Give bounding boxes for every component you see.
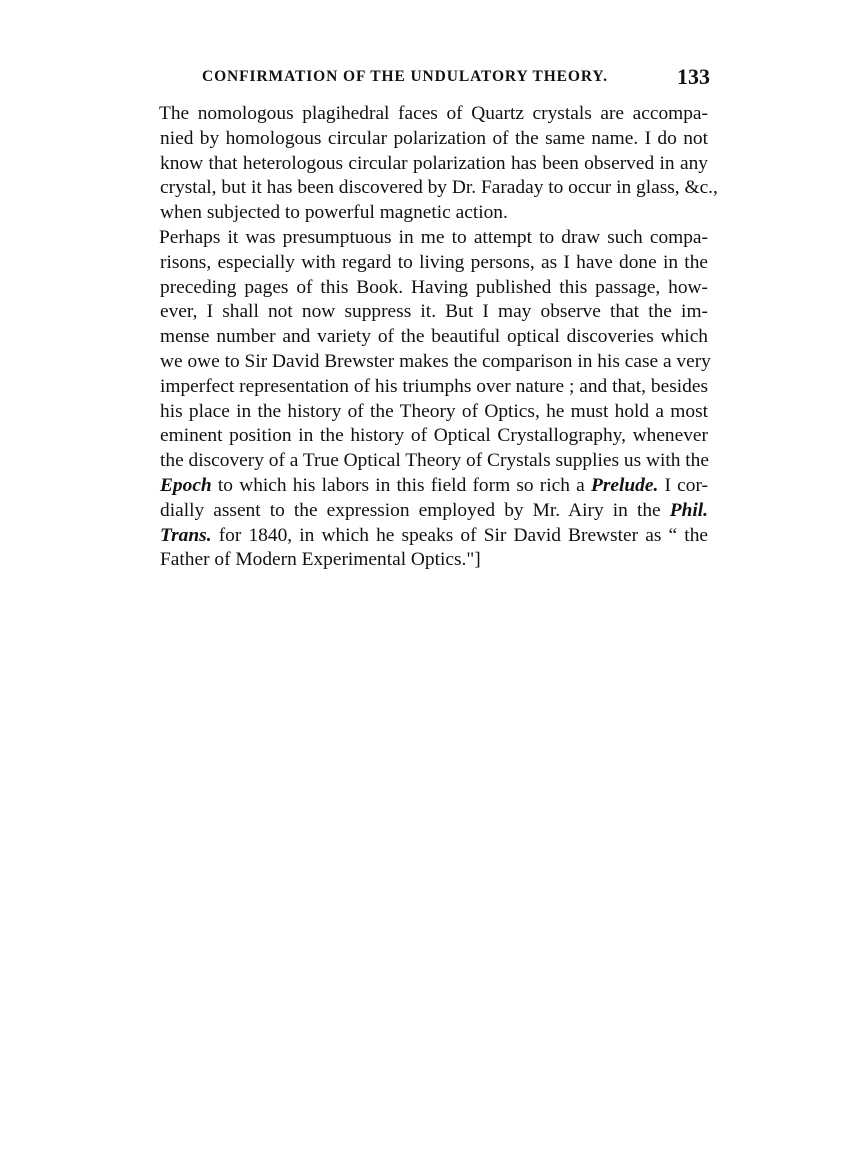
text-line [140, 524, 708, 549]
text-line: we owe to Sir David Brewster makes the comparison in his case a very [160, 350, 711, 372]
text-line [140, 499, 708, 524]
text-run: dially assent to the expression employed by Mr. Airy in the [160, 499, 670, 521]
running-head [140, 64, 710, 94]
paragraph-2 [140, 226, 711, 573]
text-line: Father of Modern Experimental Optics."] [160, 549, 481, 571]
text-run: to which his labors in this field form so rich a [211, 474, 591, 496]
text-line: imperfect representation of his triumphs over nature ; and that, besides [160, 375, 708, 397]
paragraph-1 [140, 102, 718, 226]
text-run: I cor- [658, 474, 709, 496]
text-line: The nomologous plagihedral faces of Quartz crystals are accompa- [159, 103, 708, 124]
italic-phil: Phil. [669, 499, 708, 521]
text-line [140, 474, 708, 499]
text-line: preceding pages of this Book. Having published this passage, how- [160, 276, 708, 298]
text-run: for 1840, in which he speaks of Sir David Brewster as “ the [211, 524, 708, 546]
body-text [140, 102, 718, 573]
text-line: Perhaps it was presumptuous in me to attempt to draw such compa- [159, 226, 708, 248]
text-line: risons, especially with regard to living persons, as I have done in the [160, 251, 708, 273]
text-line: eminent position in the history of Optical Crystallography, whenever [160, 425, 708, 447]
italic-prelude: Prelude. [590, 474, 659, 496]
italic-epoch: Epoch [160, 474, 212, 496]
text-line: his place in the history of the Theory of Optics, he must hold a most [160, 400, 708, 422]
text-line: ever, I shall not now suppress it. But I may observe that the im- [160, 301, 708, 323]
text-line: crystal, but it has been discovered by Dr. Faraday to occur in glass, &c., [160, 177, 718, 199]
text-line: mense number and variety of the beautiful optical discoveries which [160, 326, 708, 348]
italic-trans: Trans. [160, 524, 212, 546]
page-number: 133 [677, 64, 710, 89]
text-line: when subjected to powerful magnetic action. [160, 202, 508, 224]
text-line: the discovery of a True Optical Theory of Crystals supplies us with the [160, 450, 709, 472]
text-line: nied by homologous circular polarization of the same name. I do not [160, 127, 708, 149]
text-line: know that heterologous circular polarization has been observed in any [160, 152, 708, 174]
running-head-title: CONFIRMATION OF THE UNDULATORY THEORY. [202, 68, 608, 85]
